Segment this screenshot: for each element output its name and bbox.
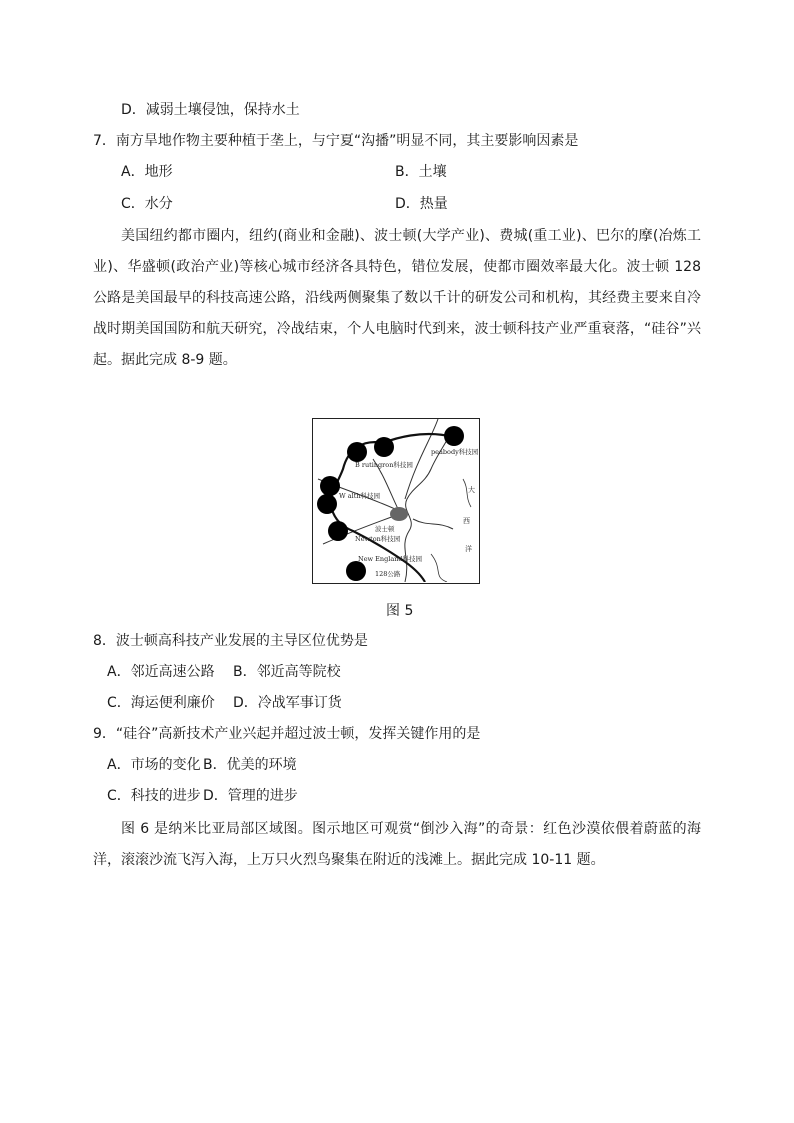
label-sea-1: 大 xyxy=(468,486,475,494)
passage-10-11: 图 6 是纳米比亚局部区域图。图示地区可观赏“倒沙入海”的奇景：红色沙漠依偎着蔚蓝的海洋，滚滚沙流飞泻入海，上万只火烈鸟聚集在附近的浅滩上。据此完成 10-11 题。 xyxy=(93,821,701,868)
label-newton: Newton科技园 xyxy=(355,535,401,543)
label-sea-3: 洋 xyxy=(465,545,472,553)
figure-5-caption: 图 5 xyxy=(386,603,414,619)
park-dot xyxy=(328,521,348,541)
q9-option-b: B．优美的环境 xyxy=(203,757,297,773)
park-dot xyxy=(320,476,340,496)
park-dot xyxy=(347,442,367,462)
q6-option-d: D．减弱土壤侵蚀，保持水土 xyxy=(121,102,300,118)
label-walth: W alth科技园 xyxy=(339,492,380,500)
q7-option-d: D．热量 xyxy=(395,196,448,212)
q8-option-c: C．海运便利廉价 xyxy=(107,695,215,711)
label-road-128: 128公路 xyxy=(375,570,401,578)
q7-option-c: C．水分 xyxy=(121,196,173,212)
park-dot xyxy=(374,437,394,457)
label-boston: 波士顿 xyxy=(375,525,395,533)
q7-option-a: A．地形 xyxy=(121,164,173,180)
label-sea-2: 西 xyxy=(463,517,470,525)
figure-5-map xyxy=(312,418,480,584)
q9-option-a: A．市场的变化 xyxy=(107,757,201,773)
q9-option-c: C．科技的进步 xyxy=(107,788,201,804)
boston-core xyxy=(390,507,408,521)
q8-option-d: D．冷战军事订货 xyxy=(233,695,342,711)
park-dot xyxy=(444,426,464,446)
q7-stem: 7．南方旱地作物主要种植于垄上，与宁夏“沟播”明显不同，其主要影响因素是 xyxy=(93,133,579,149)
q9-stem: 9．“硅谷”高新技术产业兴起并超过波士顿，发挥关键作用的是 xyxy=(93,726,481,742)
label-brutingron: B rutingron科技园 xyxy=(355,461,413,469)
label-new-england: New England科技园 xyxy=(358,555,423,563)
q9-option-d: D．管理的进步 xyxy=(203,788,298,804)
q7-option-b: B．土壤 xyxy=(395,164,447,180)
park-dot xyxy=(317,494,337,514)
q8-stem: 8．波士顿高科技产业发展的主导区位优势是 xyxy=(93,633,368,649)
q8-option-a: A．邻近高速公路 xyxy=(107,664,215,680)
q8-option-b: B．邻近高等院校 xyxy=(233,664,341,680)
passage-8-9: 美国纽约都市圈内，纽约(商业和金融)、波士顿(大学产业)、费城(重工业)、巴尔的摩(冶炼工业)、华盛顿(政治产业)等核心城市经济各具特色，错位发展，使都市圈效率最大化。波士顿 128 公路是美国最早的科技高速公路，沿线两侧聚集了数以千计的研发公司和机构，其经费主要来自冷战时期美国国防和航天研究，冷战结束，个人电脑时代到来，波士顿科技产业严重衰落，“硅谷”兴起。据此完成 8-9 题。 xyxy=(93,228,701,368)
label-peabody: peabody科技园 xyxy=(431,448,478,456)
park-dot xyxy=(346,561,366,581)
